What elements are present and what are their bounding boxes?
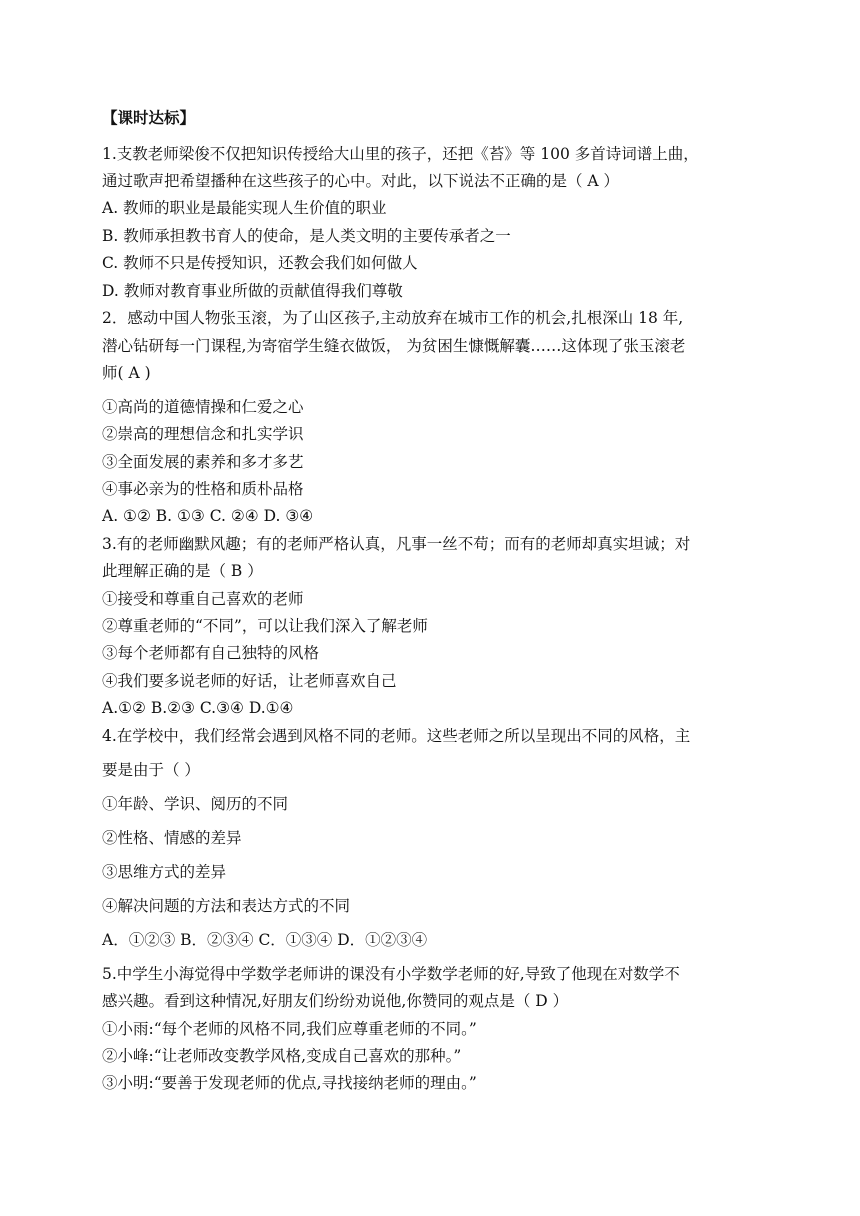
q2-item-3: ③全面发展的素养和多才多艺 — [102, 453, 304, 471]
q3-item-1: ①接受和尊重自己喜欢的老师 — [102, 590, 304, 608]
q2-stem-line: 潜心钻研每一门课程,为寄宿学生缝衣做饭， 为贫困生慷慨解囊……这体现了张玉滚老 — [102, 337, 686, 355]
q2-item-1: ①高尚的道德情操和仁爱之心 — [102, 398, 304, 416]
q1-stem-line: 通过歌声把希望播种在这些孩子的心中。对此，以下说法不正确的是（ A ） — [102, 172, 620, 190]
q4-item-1: ①年龄、学识、阅历的不同 — [102, 795, 289, 813]
q4-item-2: ②性格、情感的差异 — [102, 829, 242, 847]
q4-choices: A．①②③ B．②③④ C．①③④ D．①②③④ — [102, 931, 428, 949]
q2-stem-line: 2．感动中国人物张玉滚，为了山区孩子,主动放弃在城市工作的机会,扎根深山 18 年, — [102, 309, 684, 327]
q4-item-4: ④解决问题的方法和表达方式的不同 — [102, 897, 351, 915]
q5-item-1: ①小雨:“每个老师的风格不同,我们应尊重老师的不同。” — [102, 1020, 477, 1038]
section-title: 【课时达标】 — [102, 109, 196, 127]
q2-choices: A. ①② B. ①③ C. ②④ D. ③④ — [102, 507, 314, 525]
q5-item-3: ③小明:“要善于发现老师的优点,寻找接纳老师的理由。” — [102, 1074, 477, 1092]
q3-item-4: ④我们要多说老师的好话，让老师喜欢自己 — [102, 672, 397, 690]
q2-item-2: ②崇高的理想信念和扎实学识 — [102, 425, 304, 443]
q1-stem-line: 1.支教老师梁俊不仅把知识传授给大山里的孩子，还把《苔》等 100 多首诗词谱上曲， — [102, 145, 699, 163]
q3-item-2: ②尊重老师的“不同”，可以让我们深入了解老师 — [102, 617, 428, 635]
q2-stem-line: 师( A ) — [102, 364, 151, 382]
q1-option-c: C. 教师不只是传授知识，还教会我们如何做人 — [102, 254, 418, 272]
q5-item-2: ②小峰:“让老师改变教学风格,变成自己喜欢的那种。” — [102, 1047, 462, 1065]
q2-item-4: ④事必亲为的性格和质朴品格 — [102, 480, 304, 498]
q4-item-3: ③思维方式的差异 — [102, 863, 227, 881]
q3-stem-line: 3.有的老师幽默风趣；有的老师严格认真，凡事一丝不苟；而有的老师却真实坦诚；对 — [102, 535, 691, 553]
q3-stem-line: 此理解正确的是（ B ） — [102, 562, 263, 580]
q5-stem-line: 5.中学生小海觉得中学数学老师讲的课没有小学数学老师的好,导致了他现在对数学不 — [102, 965, 680, 983]
q1-option-b: B. 教师承担教书育人的使命，是人类文明的主要传承者之一 — [102, 227, 511, 245]
q3-choices: A.①② B.②③ C.③④ D.①④ — [102, 699, 294, 717]
q4-stem-line: 要是由于（ ） — [102, 761, 200, 779]
q1-option-d: D. 教师对教育事业所做的贡献值得我们尊敬 — [102, 282, 403, 300]
q3-item-3: ③每个老师都有自己独特的风格 — [102, 644, 320, 662]
q5-stem-line: 感兴趣。看到这种情况,好朋友们纷纷劝说他,你赞同的观点是（ D ） — [102, 992, 569, 1010]
q4-stem-line: 4.在学校中，我们经常会遇到风格不同的老师。这些老师之所以呈现出不同的风格，主 — [102, 727, 691, 745]
q1-option-a: A. 教师的职业是最能实现人生价值的职业 — [102, 199, 387, 217]
